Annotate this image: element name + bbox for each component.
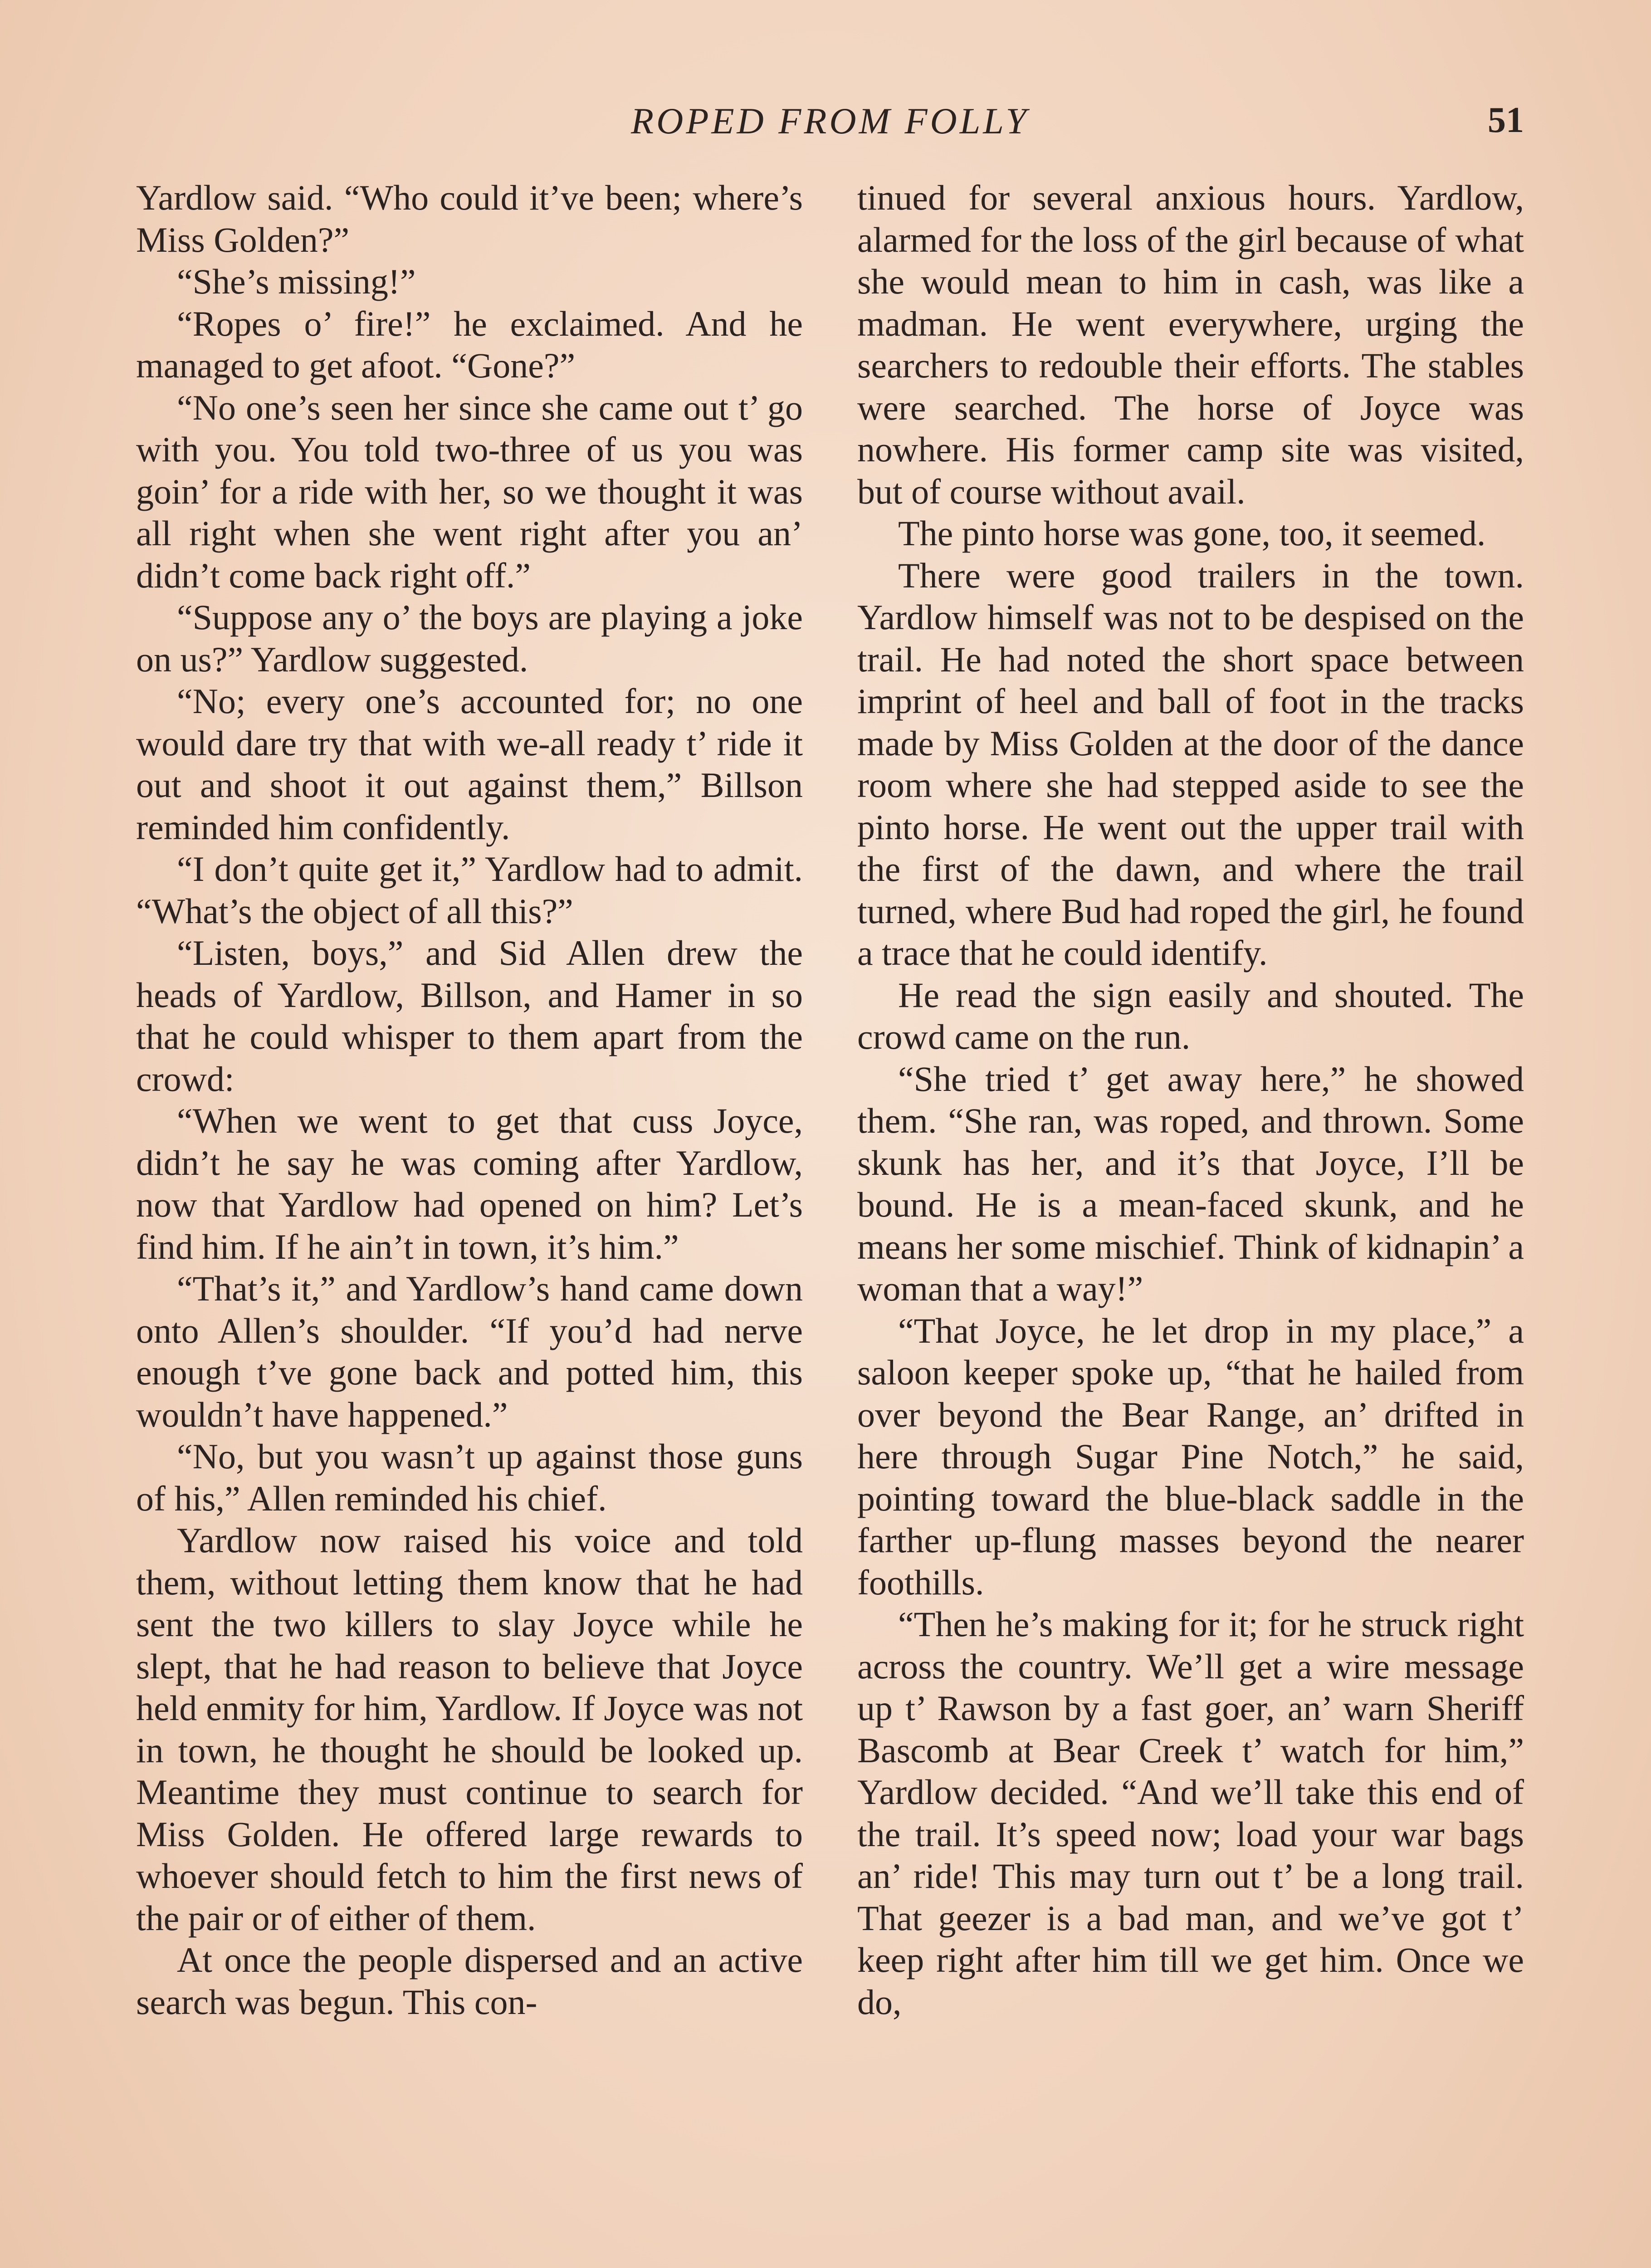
paragraph: “She tried t’ get away here,” he showed them. “She ran, was roped, and thrown. Some skunk has her, and it’s that Joyce, I’ll be bound. He is a mean-faced skunk, and he means her some mischief. Think of kidnapin’ a woman that a way!” [857, 1059, 1524, 1308]
paragraph: “Then he’s making for it; for he struck right across the country. We’ll get a wire message up t’ Rawson by a fast goer, an’ warn Sheriff Bascomb at Bear Creek t’ watch for him,” Yardlow decided. “And we’ll take this end of the trail. It’s speed now; load your war bags an’ ride! This may turn out t’ be a long trail. That geezer is a bad man, and we’ve got t’ keep right after him till we get him. Once we do, [857, 1604, 1524, 2022]
page-number: 51 [1488, 100, 1524, 140]
left-column [136, 177, 803, 2268]
paragraph: Yardlow now raised his voice and told them, without letting them know that he had sent the two killers to slay Joyce while he slept, that he had reason to believe that Joyce held enmity for him, Yardlow. If Joyce was not in town, he thought he should be looked up. Meantime they must continue to search for Miss Golden. He offered large rewards to whoever should fetch to him the first news of the pair or of either of them. [136, 1520, 803, 1938]
text-columns [136, 177, 1524, 2268]
paragraph: “No one’s seen her since she came out t’ go with you. You told two-three of us you was goin’ for a ride with her, so we thought it was all right when she went right after you an’ didn’t come back right off.” [136, 387, 803, 595]
paragraph: “That Joyce, he let drop in my place,” a saloon keeper spoke up, “that he hailed from over beyond the Bear Range, an’ drifted in here through Sugar Pine Notch,” he said, pointing toward the blue-black saddle in the farther up-flung masses beyond the nearer foothills. [857, 1310, 1524, 1602]
paragraph: He read the sign easily and shouted. The crowd came on the run. [857, 975, 1524, 1056]
paragraph: “No, but you wasn’t up against those guns of his,” Allen reminded his chief. [136, 1437, 803, 1518]
paragraph: “No; every one’s accounted for; no one would dare try that with we-all ready t’ ride it out and shoot it out against them,” Billson reminded him confidently. [136, 681, 803, 847]
paragraph: “Suppose any o’ the boys are playing a joke on us?” Yardlow suggested. [136, 597, 803, 679]
right-column [857, 177, 1524, 2268]
paragraph: “I don’t quite get it,” Yardlow had to admit. “What’s the object of all this?” [136, 849, 803, 931]
paragraph: The pinto horse was gone, too, it seemed. [898, 513, 1486, 553]
paragraph: There were good trailers in the town. Yardlow himself was not to be despised on the trail. He had noted the short space between imprint of heel and ball of foot in the tracks made by Miss Golden at the door of the dance room where she had stepped aside to see the pinto horse. He went out the upper trail with the first of the dawn, and where the trail turned, where Bud had roped the girl, he found a trace that he could identify. [857, 555, 1524, 973]
paragraph: “When we went to get that cuss Joyce, didn’t he say he was coming after Yardlow, now that Yardlow had opened on him? Let’s find him. If he ain’t in town, it’s him.” [136, 1101, 803, 1266]
paragraph: “Ropes o’ fire!” he exclaimed. And he managed to get afoot. “Gone?” [136, 303, 803, 385]
paragraph: “That’s it,” and Yardlow’s hand came down onto Allen’s shoulder. “If you’d had nerve enough t’ve gone back and potted him, this wouldn’t have happened.” [136, 1269, 803, 1434]
paragraph: Yardlow said. “Who could it’ve been; where’s Miss Golden?” [136, 178, 803, 259]
page-header [136, 100, 1524, 150]
running-title: ROPED FROM FOLLY [631, 100, 1029, 142]
paragraph: tinued for several anxious hours. Yardlow, alarmed for the loss of the girl because of what she would mean to him in cash, was like a madman. He went everywhere, urging the searchers to redouble their efforts. The stables were searched. The horse of Joyce was nowhere. His former camp site was visited, but of course without avail. [857, 178, 1524, 511]
paragraph: At once the people dispersed and an active search was begun. This con- [136, 1940, 803, 2022]
paragraph: “She’s missing!” [177, 262, 416, 301]
paragraph: “Listen, boys,” and Sid Allen drew the heads of Yardlow, Billson, and Hamer in so that he could whisper to them apart from the crowd: [136, 933, 803, 1099]
